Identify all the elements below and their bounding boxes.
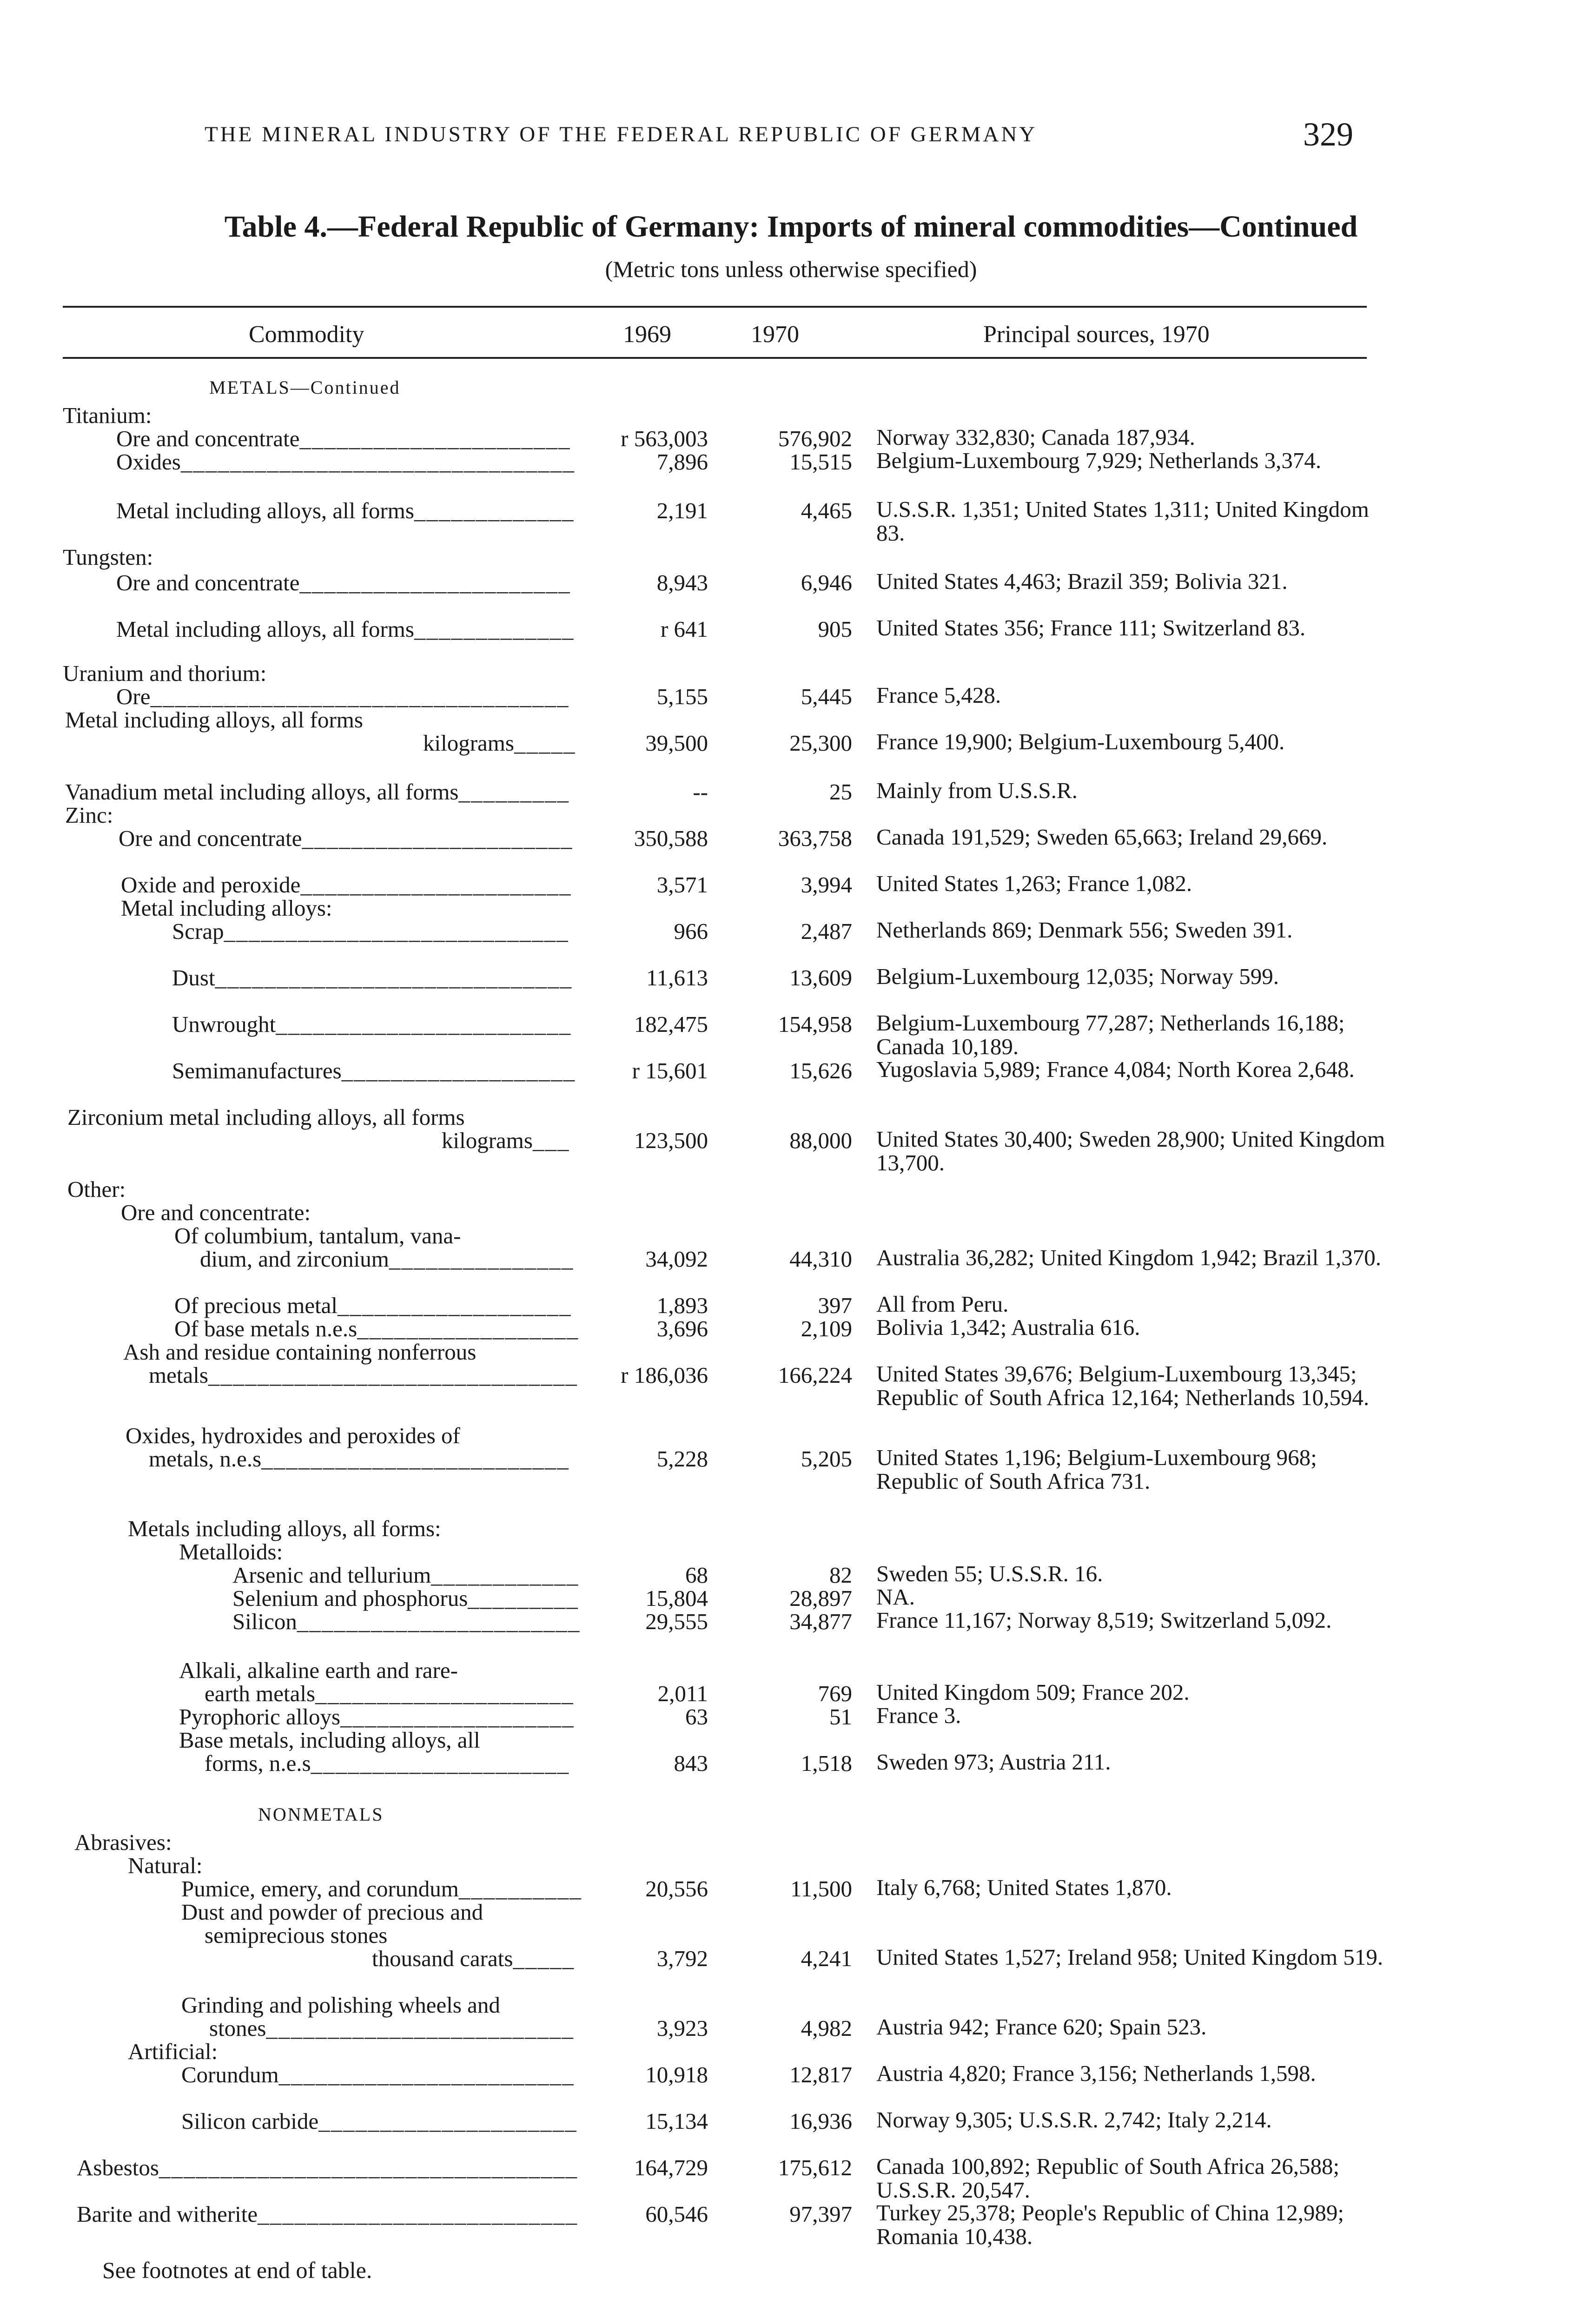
commodity-metals-n-e-s: metals, n.e.s: [149, 1446, 262, 1472]
dot-leader: __________________: [357, 1316, 579, 1341]
principal-sources: United States 356; France 111; Switzerland 83.: [876, 615, 1306, 640]
value-1969: 5,228: [656, 1446, 708, 1472]
dot-leader: _________: [458, 779, 569, 805]
principal-sources: Turkey 25,378; People's Republic of China 12,989; Romania 10,438.: [876, 2200, 1344, 2249]
commodity-titanium: Titanium:: [63, 403, 152, 428]
principal-sources: All from Peru.: [876, 1291, 1009, 1317]
commodity-label: [65, 706, 363, 733]
dot-leader: ______________________: [300, 872, 572, 898]
commodity-ore-and-concentrate: Ore and concentrate: [119, 825, 302, 851]
principal-sources: United States 39,676; Belgium-Luxembourg 13,345; Republic of South Africa 12,164; Netherlands 10,594.: [876, 1361, 1370, 1410]
value-1969: 20,556: [645, 1876, 708, 1901]
principal-sources: Bolivia 1,342; Australia 616.: [876, 1314, 1140, 1340]
commodity-ore: Ore: [116, 684, 151, 709]
value-1970: 4,465: [801, 498, 852, 523]
principal-sources: Italy 6,768; United States 1,870.: [876, 1875, 1172, 1900]
commodity-label: [128, 1515, 441, 1542]
value-1969: --: [693, 779, 708, 805]
principal-sources: Belgium-Luxembourg 12,035; Norway 599.: [876, 964, 1279, 989]
principal-sources: Yugoslavia 5,989; France 4,084; North Korea 2,648.: [876, 1056, 1355, 1082]
commodity-metalloids: Metalloids:: [179, 1539, 283, 1565]
commodity-label: [181, 1992, 500, 2018]
dot-leader: ______________________: [299, 570, 571, 595]
commodity-label: [116, 569, 571, 596]
commodity-oxide-and-peroxide: Oxide and peroxide: [121, 872, 301, 898]
commodity-label: [179, 1657, 458, 1684]
dot-leader: _____: [513, 1946, 575, 1971]
value-1970: 16,936: [789, 2108, 852, 2134]
commodity-label: [200, 1246, 574, 1272]
commodity-kilograms: kilograms: [423, 730, 514, 756]
dot-leader: ___________________: [340, 1704, 575, 1730]
principal-sources: United States 1,527; Ireland 958; United Kingdom 519.: [876, 1944, 1383, 1970]
dot-leader: _____________________: [311, 1750, 570, 1776]
principal-sources: Canada 191,529; Sweden 65,663; Ireland 29,669.: [876, 824, 1328, 850]
dot-leader: _______________________: [297, 1609, 581, 1634]
value-1969: 350,588: [634, 825, 708, 851]
commodity-label: [174, 1292, 572, 1319]
value-1969: 164,729: [634, 2155, 708, 2180]
dot-leader: ____________________________: [224, 918, 569, 944]
value-1969: 182,475: [634, 1011, 708, 1037]
value-1970: 51: [829, 1704, 852, 1730]
commodity-label: [232, 1585, 579, 1611]
commodity-silicon: Silicon: [232, 1609, 297, 1634]
commodity-label: [174, 1315, 579, 1342]
principal-sources: United States 30,400; Sweden 28,900; United Kingdom 13,700.: [876, 1126, 1385, 1175]
running-title: THE MINERAL INDUSTRY OF THE FEDERAL REPUBLIC OF GERMANY: [205, 122, 1038, 146]
commodity-label: [63, 544, 153, 570]
dot-leader: _____________: [414, 498, 575, 523]
commodity-label: [116, 425, 571, 452]
commodity-base-metals-including-alloys-all: Base metals, including alloys, all: [179, 1727, 480, 1753]
commodity-tungsten: Tungsten:: [63, 544, 153, 570]
commodity-uranium-and-thorium: Uranium and thorium:: [63, 660, 267, 686]
value-1970: 2,109: [801, 1316, 852, 1341]
value-1969: 5,155: [656, 684, 708, 709]
value-1969: 63: [685, 1704, 708, 1730]
dot-leader: ________________________________: [180, 449, 575, 475]
value-1969: 60,546: [645, 2201, 708, 2227]
commodity-natural: Natural:: [128, 1853, 203, 1878]
running-head: [0, 116, 1582, 154]
value-1970: 34,877: [789, 1609, 852, 1634]
commodity-dust-and-powder-of-precious-and: Dust and powder of precious and: [181, 1899, 483, 1925]
commodity-label: [423, 730, 576, 756]
value-1969: 11,613: [646, 965, 708, 990]
value-1969: 34,092: [645, 1246, 708, 1272]
value-1970: 25,300: [789, 730, 852, 756]
commodity-abrasives: Abrasives:: [74, 1829, 172, 1855]
commodity-label: [67, 1104, 465, 1130]
commodity-label: [179, 1538, 283, 1565]
value-1970: 28,897: [789, 1585, 852, 1611]
commodity-label: [149, 1362, 578, 1388]
value-1970: 82: [829, 1562, 852, 1588]
commodity-label: [116, 497, 574, 524]
commodity-label: [121, 872, 571, 898]
table-title: Table 4.—Federal Republic of Germany: Imports of mineral commodities—Continued: [224, 210, 1358, 244]
principal-sources: Norway 9,305; U.S.S.R. 2,742; Italy 2,214.: [876, 2107, 1272, 2133]
commodity-ore-and-concentrate: Ore and concentrate: [116, 570, 300, 595]
table-top-rule: [63, 306, 1367, 308]
commodity-label: [172, 964, 572, 991]
table-subtitle: (Metric tons unless otherwise specified): [605, 256, 977, 282]
commodity-oxides: Oxides: [116, 449, 181, 475]
commodity-label: [205, 1922, 387, 1948]
principal-sources: Mainly from U.S.S.R.: [876, 778, 1078, 803]
commodity-metals: metals: [149, 1362, 208, 1388]
dot-leader: _________: [468, 1585, 579, 1611]
value-1969: r 641: [660, 616, 708, 642]
principal-sources: U.S.S.R. 1,351; United States 1,311; United Kingdom 83.: [876, 496, 1369, 546]
value-1970: 44,310: [789, 1246, 852, 1272]
commodity-label: [181, 2061, 575, 2088]
commodity-label: [126, 1422, 460, 1449]
value-1969: r 15,601: [632, 1058, 708, 1083]
value-1969: 2,011: [657, 1681, 708, 1706]
value-1969: 123,500: [634, 1128, 708, 1153]
value-1970: 1,518: [801, 1750, 852, 1776]
dot-leader: ___: [532, 1128, 570, 1153]
value-1969: 68: [685, 1562, 708, 1588]
principal-sources: Canada 100,892; Republic of South Africa 26,588; U.S.S.R. 20,547.: [876, 2153, 1340, 2203]
commodity-metal-including-alloys: Metal including alloys:: [121, 895, 332, 921]
value-1970: 769: [818, 1681, 852, 1706]
commodity-label: [116, 449, 575, 475]
commodity-dust: Dust: [172, 965, 215, 990]
value-1969: 3,696: [656, 1316, 708, 1341]
principal-sources: Sweden 973; Austria 211.: [876, 1749, 1111, 1775]
commodity-alkali-alkaline-earth-and-rare: Alkali, alkaline earth and rare-: [179, 1657, 458, 1683]
commodity-pyrophoric-alloys: Pyrophoric alloys: [179, 1704, 341, 1730]
value-1970: 88,000: [789, 1128, 852, 1153]
value-1970: 15,515: [789, 449, 852, 475]
column-header-principal-sources: Principal sources, 1970: [983, 321, 1210, 348]
commodity-corundum: Corundum: [181, 2062, 279, 2087]
value-1970: 363,758: [778, 825, 852, 851]
value-1970: 11,500: [790, 1876, 852, 1901]
value-1970: 576,902: [778, 426, 852, 451]
commodity-label: [232, 1562, 579, 1588]
commodity-stones: stones: [209, 2015, 266, 2041]
commodity-unwrought: Unwrought: [172, 1011, 276, 1037]
value-1969: 29,555: [645, 1609, 708, 1634]
commodity-label: [181, 2108, 577, 2134]
dot-leader: ___________________: [338, 1293, 572, 1318]
commodity-ore-and-concentrate: Ore and concentrate:: [121, 1200, 311, 1225]
value-1969: 3,923: [656, 2015, 708, 2041]
value-1969: 8,943: [656, 570, 708, 595]
commodity-label: [181, 1899, 483, 1925]
header-bottom-rule: [63, 357, 1367, 359]
principal-sources: Austria 4,820; France 3,156; Netherlands 1,598.: [876, 2060, 1316, 2086]
principal-sources: France 5,428.: [876, 682, 1001, 708]
principal-sources: France 11,167; Norway 8,519; Switzerland 5,092.: [876, 1607, 1332, 1633]
commodity-label: [232, 1608, 580, 1635]
value-1970: 2,487: [801, 918, 852, 944]
dot-leader: ___________________: [341, 1058, 576, 1083]
commodity-silicon-carbide: Silicon carbide: [181, 2108, 319, 2134]
commodity-label: [65, 802, 113, 828]
value-1970: 25: [829, 779, 852, 805]
commodity-selenium-and-phosphorus: Selenium and phosphorus: [232, 1585, 468, 1611]
value-1970: 5,445: [801, 684, 852, 709]
column-header-commodity: Commodity: [249, 321, 364, 348]
commodity-label: [209, 2015, 574, 2041]
commodity-label: [119, 825, 573, 852]
principal-sources: Austria 942; France 620; Spain 523.: [876, 2014, 1207, 2040]
commodity-label: [116, 616, 574, 642]
dot-leader: _____________________: [318, 2108, 577, 2134]
commodity-barite-and-witherite: Barite and witherite: [77, 2201, 258, 2227]
principal-sources: NA.: [876, 1584, 915, 1610]
value-1969: 15,134: [645, 2108, 708, 2134]
commodity-artificial: Artificial:: [128, 2039, 218, 2064]
dot-leader: _____________________________: [215, 965, 573, 990]
column-header-1969: 1969: [623, 321, 671, 348]
commodity-label: [172, 918, 569, 944]
principal-sources: France 3.: [876, 1703, 961, 1728]
commodity-semiprecious-stones: semiprecious stones: [205, 1922, 388, 1948]
commodity-nonmetals: NONMETALS: [258, 1804, 384, 1825]
commodity-thousand-carats: thousand carats: [372, 1946, 513, 1971]
commodity-label: [149, 1446, 569, 1472]
commodity-label: [179, 1727, 480, 1753]
commodity-other: Other:: [67, 1176, 126, 1202]
principal-sources: United States 1,263; France 1,082.: [876, 871, 1192, 896]
commodity-metals-including-alloys-all-forms: Metals including alloys, all forms:: [128, 1516, 441, 1541]
commodity-zirconium-metal-including-alloys-all-forms: Zirconium metal including alloys, all forms: [67, 1104, 465, 1130]
principal-sources: Australia 36,282; United Kingdom 1,942; Brazil 1,370.: [876, 1245, 1382, 1270]
dot-leader: _____________: [414, 616, 575, 642]
value-1970: 4,241: [801, 1946, 852, 1971]
commodity-metals-continued: METALS—Continued: [209, 377, 401, 398]
dot-leader: ______________________: [299, 426, 571, 451]
commodity-label: [121, 1199, 311, 1226]
footnote-note: See footnotes at end of table.: [102, 2257, 372, 2283]
commodity-label: [372, 1945, 575, 1972]
dot-leader: __________________________________: [159, 2155, 578, 2180]
commodity-dium-and-zirconium: dium, and zirconium: [200, 1246, 389, 1272]
dot-leader: ______________________: [302, 825, 573, 851]
commodity-label: [442, 1127, 569, 1154]
commodity-of-precious-metal: Of precious metal: [174, 1293, 338, 1318]
commodity-ash-and-residue-containing-nonferrous: Ash and residue containing nonferrous: [123, 1339, 477, 1365]
commodity-of-base-metals-n-e-s: Of base metals n.e.s: [174, 1316, 357, 1341]
commodity-label: [172, 1057, 576, 1084]
page-number: 329: [1303, 116, 1353, 153]
commodity-label: [123, 1339, 476, 1365]
principal-sources: France 19,900; Belgium-Luxembourg 5,400.: [876, 729, 1285, 754]
principal-sources: Sweden 55; U.S.S.R. 16.: [876, 1561, 1103, 1586]
dot-leader: __________: [458, 1876, 582, 1901]
dot-leader: _________________________: [261, 1446, 569, 1472]
commodity-vanadium-metal-including-alloys-all-forms: Vanadium metal including alloys, all forms: [65, 779, 459, 805]
commodity-label: [205, 1750, 569, 1776]
commodity-oxides-hydroxides-and-peroxides-of: Oxides, hydroxides and peroxides of: [126, 1423, 460, 1448]
dot-leader: ________________________: [276, 1011, 572, 1037]
commodity-scrap: Scrap: [172, 918, 224, 944]
commodity-label: [67, 1176, 126, 1202]
dot-leader: _________________________: [266, 2015, 574, 2041]
commodity-pumice-emery-and-corundum: Pumice, emery, and corundum: [181, 1876, 459, 1901]
commodity-asbestos: Asbestos: [77, 2155, 159, 2180]
commodity-kilograms: kilograms: [442, 1128, 533, 1153]
value-1970: 905: [818, 616, 852, 642]
section-heading: [258, 1803, 384, 1825]
value-1970: 15,626: [789, 1058, 852, 1083]
value-1969: 3,571: [656, 872, 708, 898]
commodity-earth-metals: earth metals: [205, 1681, 316, 1706]
value-1969: 1,893: [656, 1293, 708, 1318]
principal-sources: Netherlands 869; Denmark 556; Sweden 391.: [876, 917, 1293, 943]
value-1969: 2,191: [656, 498, 708, 523]
commodity-label: [179, 1703, 575, 1730]
principal-sources: United Kingdom 509; France 202.: [876, 1679, 1190, 1705]
commodity-label: [181, 1875, 582, 1902]
commodity-forms-n-e-s: forms, n.e.s: [205, 1750, 311, 1776]
commodity-of-columbium-tantalum-vana: Of columbium, tantalum, vana-: [174, 1223, 461, 1248]
value-1970: 154,958: [778, 1011, 852, 1037]
value-1970: 175,612: [778, 2155, 852, 2180]
principal-sources: Norway 332,830; Canada 187,934.: [876, 424, 1195, 450]
value-1970: 166,224: [778, 1362, 852, 1388]
commodity-label: [128, 1852, 203, 1879]
commodity-metal-including-alloys-all-forms: Metal including alloys, all forms: [116, 498, 414, 523]
column-header-1970: 1970: [751, 321, 799, 348]
dot-leader: __________________________: [258, 2201, 578, 2227]
dot-leader: ________________________: [278, 2062, 575, 2087]
commodity-label: [63, 402, 152, 429]
commodity-metal-including-alloys-all-forms: Metal including alloys, all forms: [65, 707, 363, 733]
commodity-label: [205, 1680, 574, 1707]
commodity-metal-including-alloys-all-forms: Metal including alloys, all forms: [116, 616, 414, 642]
principal-sources: Belgium-Luxembourg 77,287; Netherlands 16,188; Canada 10,189.: [876, 1010, 1345, 1059]
value-1969: r 563,003: [621, 426, 708, 451]
value-1970: 3,994: [801, 872, 852, 898]
commodity-label: [65, 779, 569, 805]
commodity-label: [128, 2038, 218, 2065]
value-1970: 12,817: [789, 2062, 852, 2087]
value-1969: 39,500: [645, 730, 708, 756]
value-1969: 3,792: [656, 1946, 708, 1971]
dot-leader: _______________: [389, 1246, 574, 1272]
dot-leader: __________________________________: [150, 684, 569, 709]
commodity-label: [77, 2154, 578, 2181]
commodity-label: [77, 2201, 578, 2227]
value-1969: 7,896: [656, 449, 708, 475]
commodity-ore-and-concentrate: Ore and concentrate: [116, 426, 300, 451]
principal-sources: United States 1,196; Belgium-Luxembourg 968; Republic of South Africa 731.: [876, 1445, 1317, 1494]
value-1969: 10,918: [645, 2062, 708, 2087]
commodity-grinding-and-polishing-wheels-and: Grinding and polishing wheels and: [181, 1992, 500, 2018]
dot-leader: ______________________________: [208, 1362, 578, 1388]
value-1969: r 186,036: [621, 1362, 708, 1388]
value-1970: 5,205: [801, 1446, 852, 1472]
commodity-label: [74, 1829, 172, 1855]
commodity-semimanufactures: Semimanufactures: [172, 1058, 342, 1083]
principal-sources: United States 4,463; Brazil 359; Bolivia 321.: [876, 568, 1288, 594]
commodity-label: [63, 660, 266, 687]
dot-leader: ____________: [431, 1562, 579, 1588]
value-1970: 6,946: [801, 570, 852, 595]
commodity-label: [174, 1222, 461, 1249]
dot-leader: _____: [514, 730, 576, 756]
commodity-label: [121, 895, 332, 921]
commodity-label: [116, 683, 569, 710]
value-1969: 966: [674, 918, 708, 944]
value-1970: 4,982: [801, 2015, 852, 2041]
commodity-arsenic-and-tellurium: Arsenic and tellurium: [232, 1562, 431, 1588]
commodity-zinc: Zinc:: [65, 802, 113, 828]
value-1969: 15,804: [645, 1585, 708, 1611]
section-heading: [209, 376, 400, 398]
commodity-label: [172, 1011, 571, 1037]
value-1970: 13,609: [789, 965, 852, 990]
value-1969: 843: [674, 1750, 708, 1776]
dot-leader: _____________________: [315, 1681, 574, 1706]
principal-sources: Belgium-Luxembourg 7,929; Netherlands 3,374.: [876, 448, 1322, 473]
value-1970: 97,397: [789, 2201, 852, 2227]
value-1970: 397: [818, 1293, 852, 1318]
